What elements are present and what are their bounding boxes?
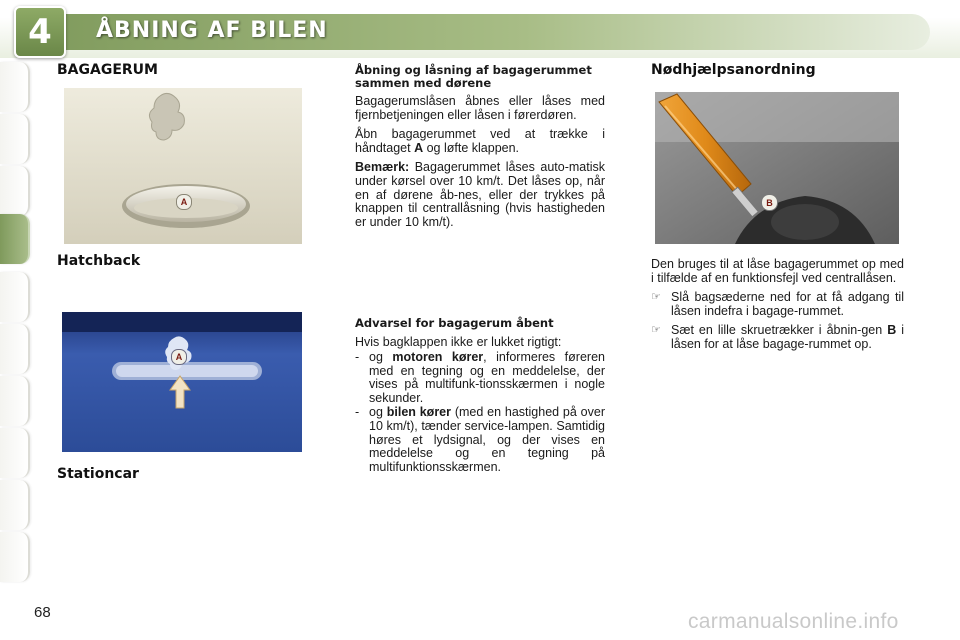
list-item: ☞ Sæt en lille skruetrækker i åbnin-gen B i låsen for at låse bagage-rummet op. bbox=[651, 323, 904, 351]
caption-stationcar: Stationcar bbox=[57, 466, 139, 482]
chapter-tab-5[interactable] bbox=[0, 272, 30, 322]
list-item: - og bilen kører (med en hastighed på over 10 km/t), tænder service-lampen. Samtidig høres et lydsignal, og der vises en meddelelse og en tegning på multifunktionsskærmen. bbox=[355, 405, 605, 474]
paragraph-note: Bemærk: Bagagerummet låses auto-matisk under kørsel over 10 km/t. Det låses op, når en af dørene åb-nes, eller der trykkes på knappen til centrallåsning (hvis hastigheden er under 10 km/t). bbox=[355, 160, 605, 229]
hand-pointer-icon: ☞ bbox=[651, 324, 661, 337]
chapter-tabs bbox=[0, 62, 32, 582]
paragraph-emergency-purpose: Den bruges til at låse bagagerummet op med i tilfælde af en funktionsfejl ved centrallåsen. bbox=[651, 257, 904, 285]
chapter-tab-4-active[interactable] bbox=[0, 214, 30, 264]
list-item: ☞ Slå bagsæderne ned for at få adgang til låsen indefra i bagage-rummet. bbox=[651, 290, 904, 318]
middle-column bbox=[355, 64, 605, 235]
section-title-opening-locking: Åbning og låsning af bagagerummet sammen med dørene bbox=[355, 63, 592, 90]
chapter-tab-9[interactable] bbox=[0, 480, 30, 530]
section-heading-emergency: Nødhjælpsanordning bbox=[651, 62, 816, 78]
paragraph-if-not-closed: Hvis bagklappen ikke er lukket rigtigt: bbox=[355, 334, 562, 349]
paragraph-lock-info: Bagagerumslåsen åbnes eller låses med fjernbetjeningen eller låsen i førerdøren. bbox=[355, 94, 605, 122]
page-title: ÅBNING AF BILEN bbox=[96, 18, 328, 43]
caption-hatchback: Hatchback bbox=[57, 253, 141, 269]
section-heading-bagagerum: BAGAGERUM bbox=[57, 62, 158, 78]
chapter-number-badge: 4 bbox=[14, 6, 66, 58]
right-column-text bbox=[651, 258, 904, 358]
callout-a-hatchback: A bbox=[176, 194, 192, 210]
paragraph-open-instructions: Åbn bagagerummet ved at trække i håndtaget A og løfte klappen. bbox=[355, 127, 605, 155]
chapter-tab-2[interactable] bbox=[0, 114, 30, 164]
chapter-tab-7[interactable] bbox=[0, 376, 30, 426]
watermark: carmanualsonline.info bbox=[688, 610, 899, 633]
chapter-tab-1[interactable] bbox=[0, 62, 30, 112]
hatchback-tailgate-image bbox=[64, 88, 302, 244]
page-header bbox=[0, 0, 960, 58]
chapter-tab-6[interactable] bbox=[0, 324, 30, 374]
middle-column-warning bbox=[355, 317, 605, 475]
callout-b: B bbox=[761, 194, 778, 211]
section-title-boot-open-warning: Advarsel for bagagerum åbent bbox=[355, 316, 554, 330]
page-number: 68 bbox=[34, 604, 51, 621]
chapter-tab-3[interactable] bbox=[0, 166, 30, 216]
list-item: - og motoren kører, informeres føreren med en tegning og en meddelelse, der vises på multifunk-tionsskærmen i nogle sekunder. bbox=[355, 350, 605, 405]
stationcar-tailgate-image bbox=[62, 312, 302, 452]
screwdriver-lock-image bbox=[655, 92, 899, 244]
hand-pointer-icon: ☞ bbox=[651, 291, 661, 304]
chapter-tab-8[interactable] bbox=[0, 428, 30, 478]
chapter-tab-10[interactable] bbox=[0, 532, 30, 582]
callout-a-stationcar: A bbox=[171, 349, 187, 365]
